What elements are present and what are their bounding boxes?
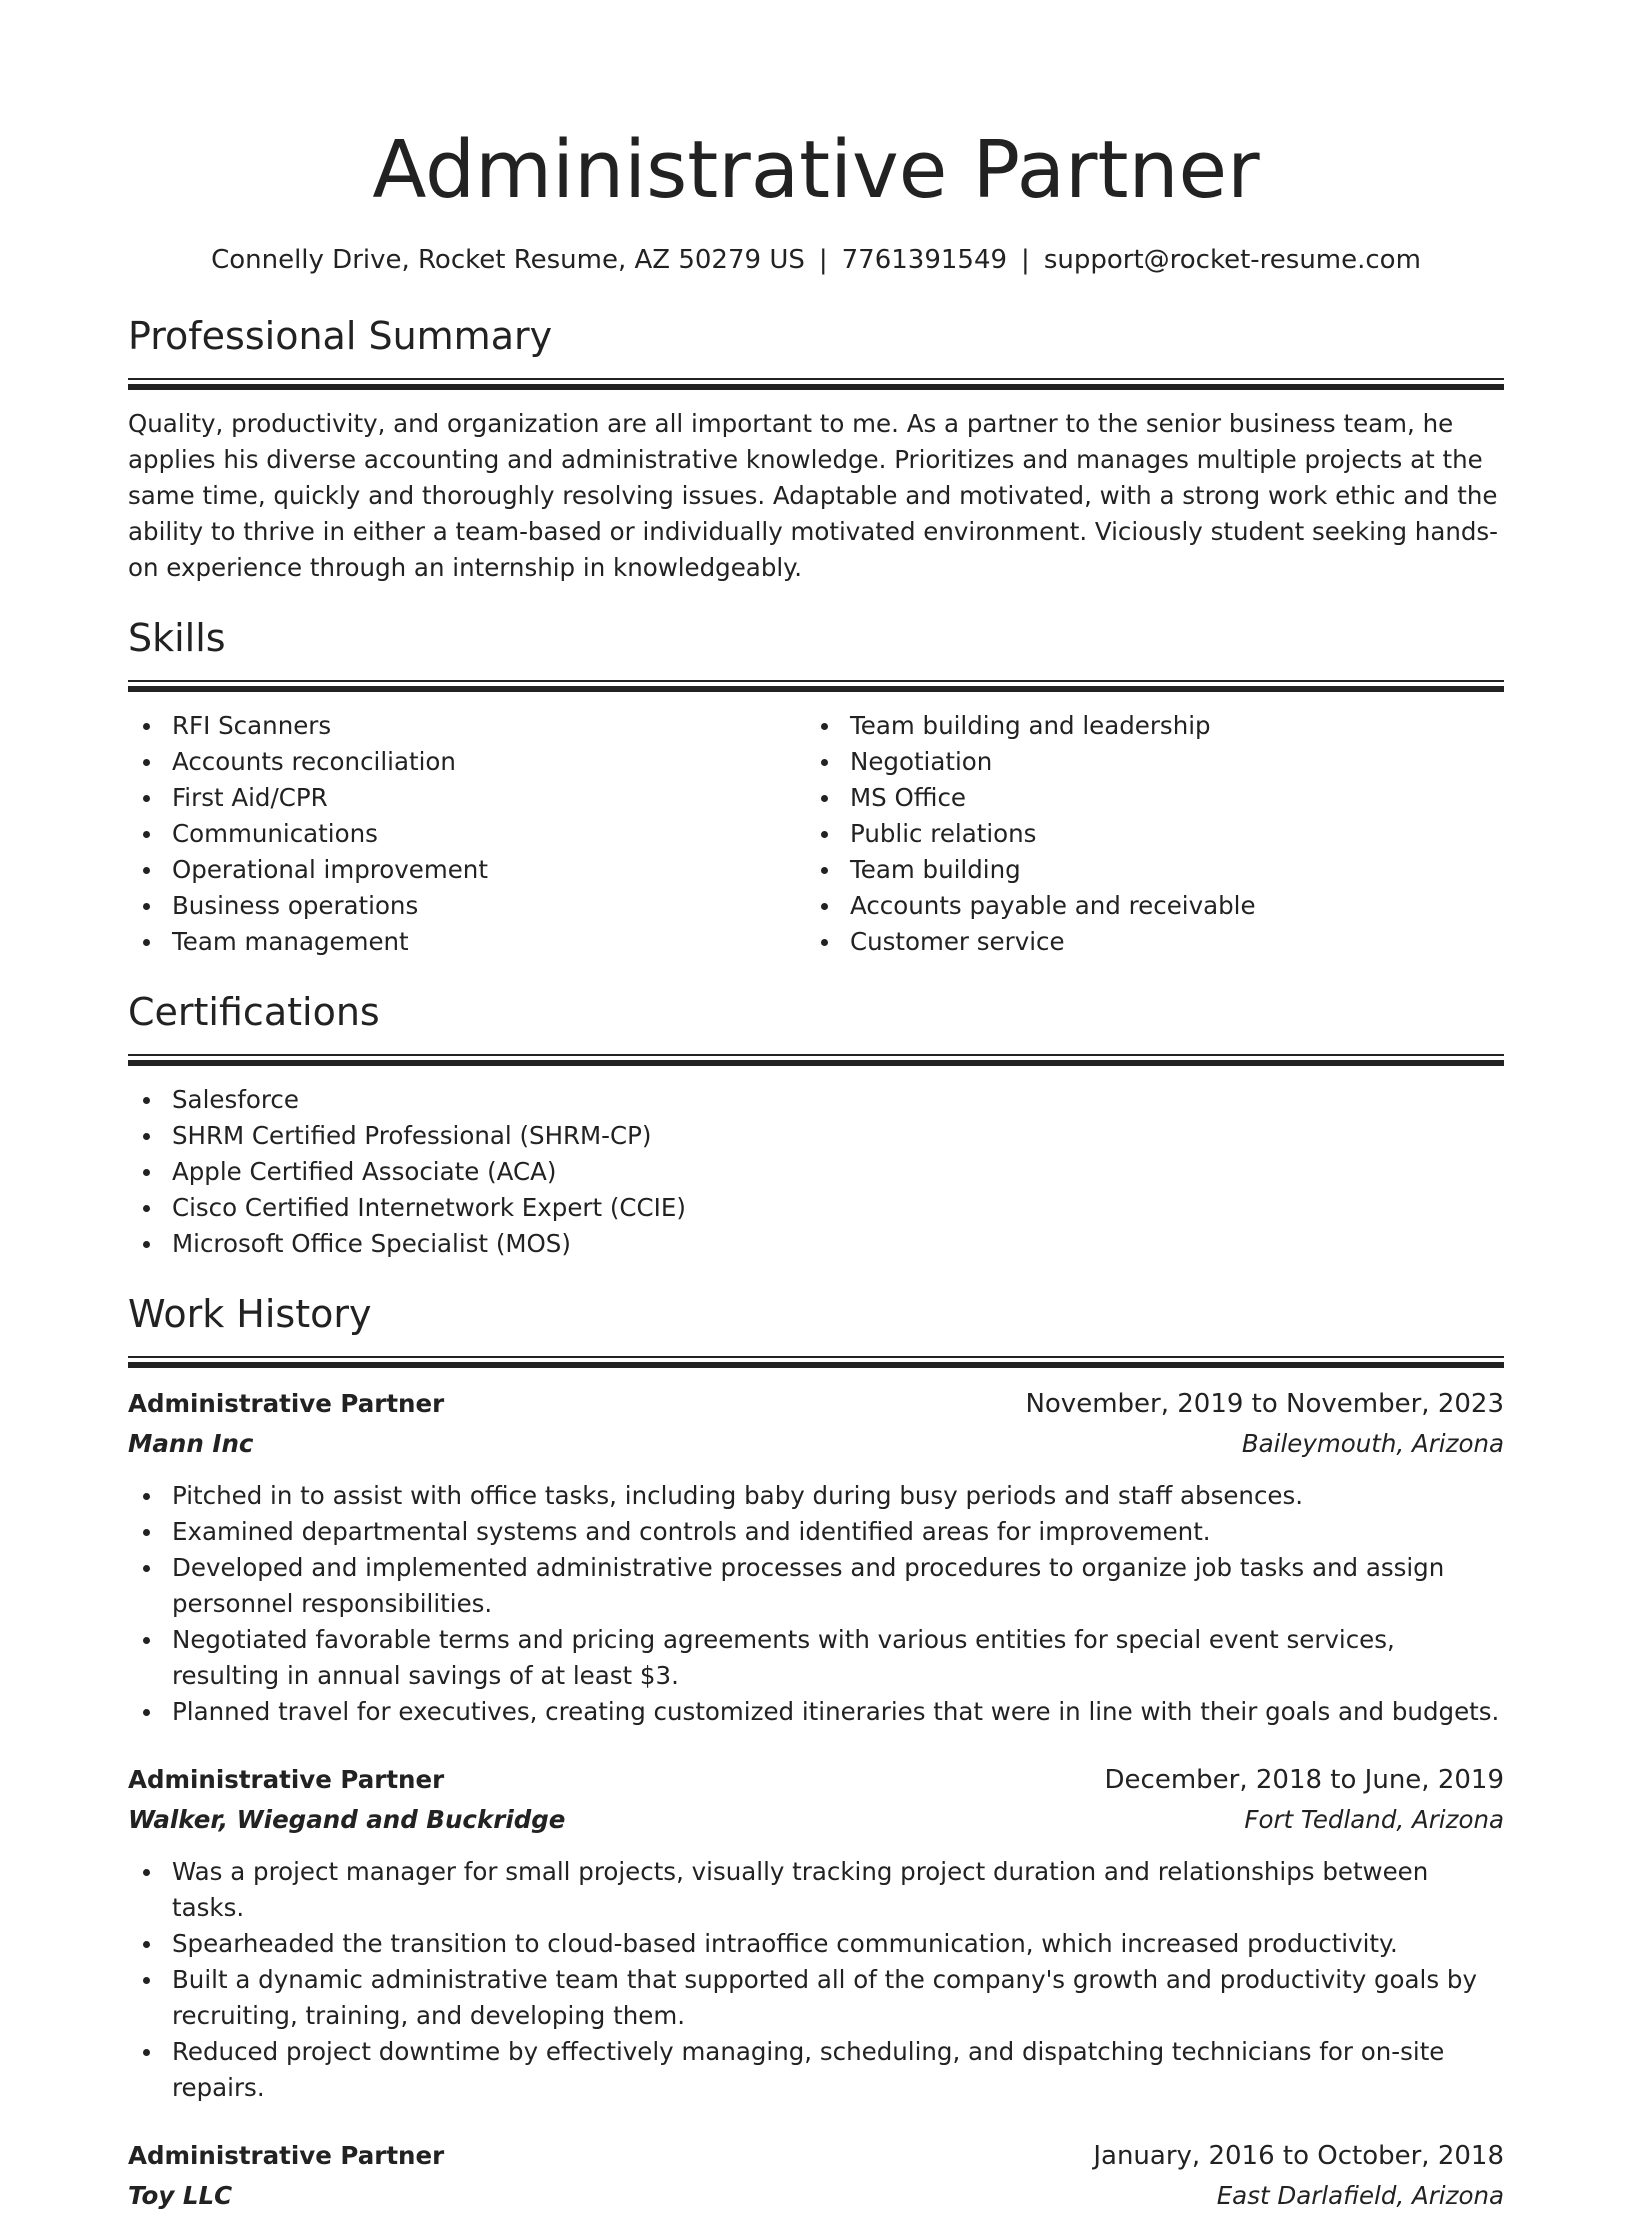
page-title: Administrative Partner (372, 124, 1260, 216)
job-location: Baileymouth, Arizona (1241, 1429, 1504, 1458)
section-heading-work-history: Work History (128, 1292, 372, 1336)
list-item: Apple Certified Associate (ACA) (128, 1154, 1504, 1190)
list-item: Was a project manager for small projects, visually tracking project duration and relationships between tasks. (128, 1854, 1504, 1926)
job-bullets (128, 1854, 1504, 2106)
job-entry (128, 1386, 1504, 1730)
job-dates: January, 2016 to October, 2018 (1093, 2141, 1504, 2171)
list-item: Salesforce (128, 1082, 1504, 1118)
job-company: Toy LLC (128, 2181, 233, 2210)
job-header-row (128, 2138, 1504, 2174)
section-heading-summary: Professional Summary (128, 314, 553, 358)
summary-section (128, 312, 1504, 586)
section-divider (128, 378, 1504, 392)
job-title: Administrative Partner (128, 2141, 445, 2170)
list-item: Pitched in to assist with office tasks, including baby during busy periods and staff absences. (128, 1478, 1504, 1514)
job-company: Walker, Wiegand and Buckridge (128, 1805, 566, 1834)
list-item: Business operations (128, 888, 806, 924)
work-history-section (128, 1290, 1504, 2214)
list-item: SHRM Certified Professional (SHRM-CP) (128, 1118, 1504, 1154)
section-heading-skills: Skills (128, 616, 226, 660)
job-company-row (128, 2178, 1504, 2214)
list-item: Public relations (806, 816, 1484, 852)
list-item: Built a dynamic administrative team that supported all of the company's growth and productivity goals by recruiting, training, and developing them. (128, 1962, 1504, 2034)
job-company-row (128, 1802, 1504, 1838)
contact-address: Connelly Drive, Rocket Resume, AZ 50279 US (211, 245, 805, 275)
job-dates: December, 2018 to June, 2019 (1104, 1765, 1504, 1795)
job-dates: November, 2019 to November, 2023 (1025, 1389, 1504, 1419)
contact-separator: | (818, 245, 828, 275)
certifications-list (128, 1082, 1504, 1262)
job-location: East Darlafield, Arizona (1216, 2181, 1504, 2210)
skills-list-left (128, 708, 806, 960)
list-item: Spearheaded the transition to cloud-based intraoffice communication, which increased productivity. (128, 1926, 1504, 1962)
list-item: Accounts reconciliation (128, 744, 806, 780)
skills-list-right (806, 708, 1484, 960)
job-bullets (128, 1478, 1504, 1730)
list-item: Communications (128, 816, 806, 852)
list-item: Reduced project downtime by effectively managing, scheduling, and dispatching technicians for on-site repairs. (128, 2034, 1504, 2106)
section-divider (128, 680, 1504, 694)
job-company-row (128, 1426, 1504, 1462)
job-title: Administrative Partner (128, 1765, 445, 1794)
contact-line (128, 242, 1504, 278)
list-item: Team management (128, 924, 806, 960)
contact-email[interactable]: support@rocket-resume.com (1043, 245, 1421, 275)
list-item: Operational improvement (128, 852, 806, 888)
job-entry (128, 1762, 1504, 2106)
list-item: Cisco Certified Internetwork Expert (CCIE) (128, 1190, 1504, 1226)
list-item: Negotiated favorable terms and pricing agreements with various entities for special event services, resulting in annual savings of at least $3. (128, 1622, 1504, 1694)
section-divider (128, 1356, 1504, 1370)
list-item: First Aid/CPR (128, 780, 806, 816)
job-title: Administrative Partner (128, 1389, 445, 1418)
list-item: RFI Scanners (128, 708, 806, 744)
list-item: MS Office (806, 780, 1484, 816)
section-heading-certifications: Certifications (128, 990, 380, 1034)
list-item: Developed and implemented administrative processes and procedures to organize job tasks and assign personnel responsibilities. (128, 1550, 1504, 1622)
job-location: Fort Tedland, Arizona (1244, 1805, 1504, 1834)
list-item: Examined departmental systems and controls and identified areas for improvement. (128, 1514, 1504, 1550)
job-header-row (128, 1386, 1504, 1422)
job-entry (128, 2138, 1504, 2214)
list-item: Planned travel for executives, creating customized itineraries that were in line with their goals and budgets. (128, 1694, 1504, 1730)
skills-section (128, 614, 1504, 960)
list-item: Team building and leadership (806, 708, 1484, 744)
job-company: Mann Inc (128, 1429, 254, 1458)
job-header-row (128, 1762, 1504, 1798)
contact-separator: | (1021, 245, 1030, 275)
skills-grid (128, 708, 1504, 960)
certifications-section (128, 988, 1504, 1262)
section-divider (128, 1054, 1504, 1068)
list-item: Customer service (806, 924, 1484, 960)
list-item: Microsoft Office Specialist (MOS) (128, 1226, 1504, 1262)
summary-text: Quality, productivity, and organization are all important to me. As a partner to the senior business team, he applies his diverse accounting and administrative knowledge. Prioritizes and manages multiple projects at the same time, quickly and thoroughly resolving issues. Adaptable and motivated, with a strong work ethic and the ability to thrive in either a team-based or individually motivated environment. Viciously student seeking hands-on experience through an internship in knowledgeably. (128, 409, 1499, 582)
list-item: Negotiation (806, 744, 1484, 780)
list-item: Accounts payable and receivable (806, 888, 1484, 924)
resume-page (128, 0, 1504, 2210)
list-item: Team building (806, 852, 1484, 888)
contact-phone: 7761391549 (841, 245, 1008, 275)
